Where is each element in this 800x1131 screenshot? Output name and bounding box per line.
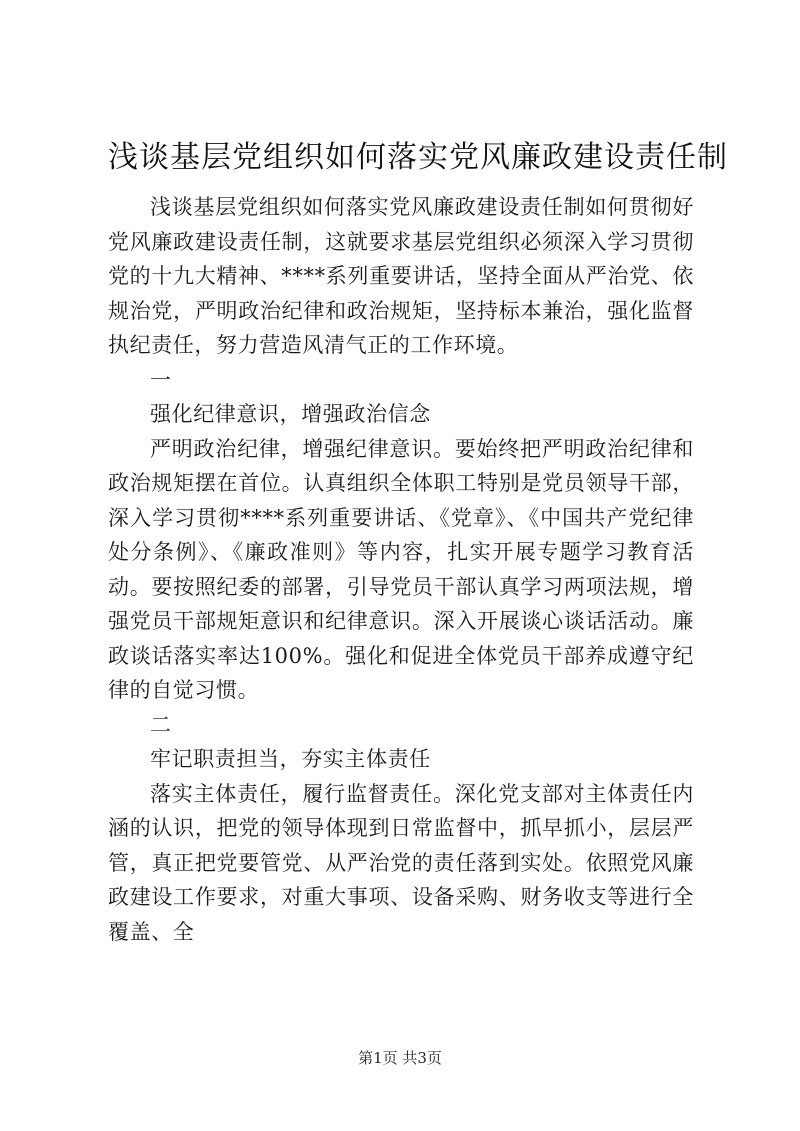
paragraph-section-one: 严明政治纪律，增强纪律意识。要始终把严明政治纪律和政治规矩摆在首位。认真组织全体职工特别是党员领导干部，深入学习贯彻****系列重要讲话、《党章》、《中国共产党纪律处分条例》、《廉政准则》等内容，扎实开展专题学习教育活动。要按照纪委的部署，引导党员干部认真学习两项法规，增强党员干部规矩意识和纪律意识。深入开展谈心谈话活动。廉政谈话落实率达100%。强化和促进全体党员干部养成遵守纪律的自觉习惯。 <box>108 436 694 702</box>
paragraph-intro: 浅谈基层党组织如何落实党风廉政建设责任制如何贯彻好党风廉政建设责任制，这就要求基层党组织必须深入学习贯彻党的十九大精神、****系列重要讲话，坚持全面从严治党、依规治党，严明政治纪律和政治规矩，坚持标本兼治，强化监督执纪责任，努力营造风清气正的工作环境。 <box>108 195 694 357</box>
section-heading-two: 牢记职责担当，夯实主体责任 <box>150 747 431 771</box>
document-body <box>108 190 694 949</box>
document-title: 浅谈基层党组织如何落实党风廉政建设责任制 <box>108 140 728 175</box>
section-number-one: 一 <box>150 367 172 392</box>
section-heading-one: 强化纪律意识，增强政治信念 <box>150 402 431 426</box>
section-number-two: 二 <box>150 712 172 737</box>
paragraph-section-two: 落实主体责任，履行监督责任。深化党支部对主体责任内涵的认识，把党的领导体现到日常监督中，抓早抓小，层层严管，真正把党要管党、从严治党的责任落到实处。依照党风廉政建设工作要求，对重大事项、设备采购、财务收支等进行全覆盖、全 <box>108 781 694 944</box>
page-footer: 第1页 共3页 <box>358 1049 442 1067</box>
